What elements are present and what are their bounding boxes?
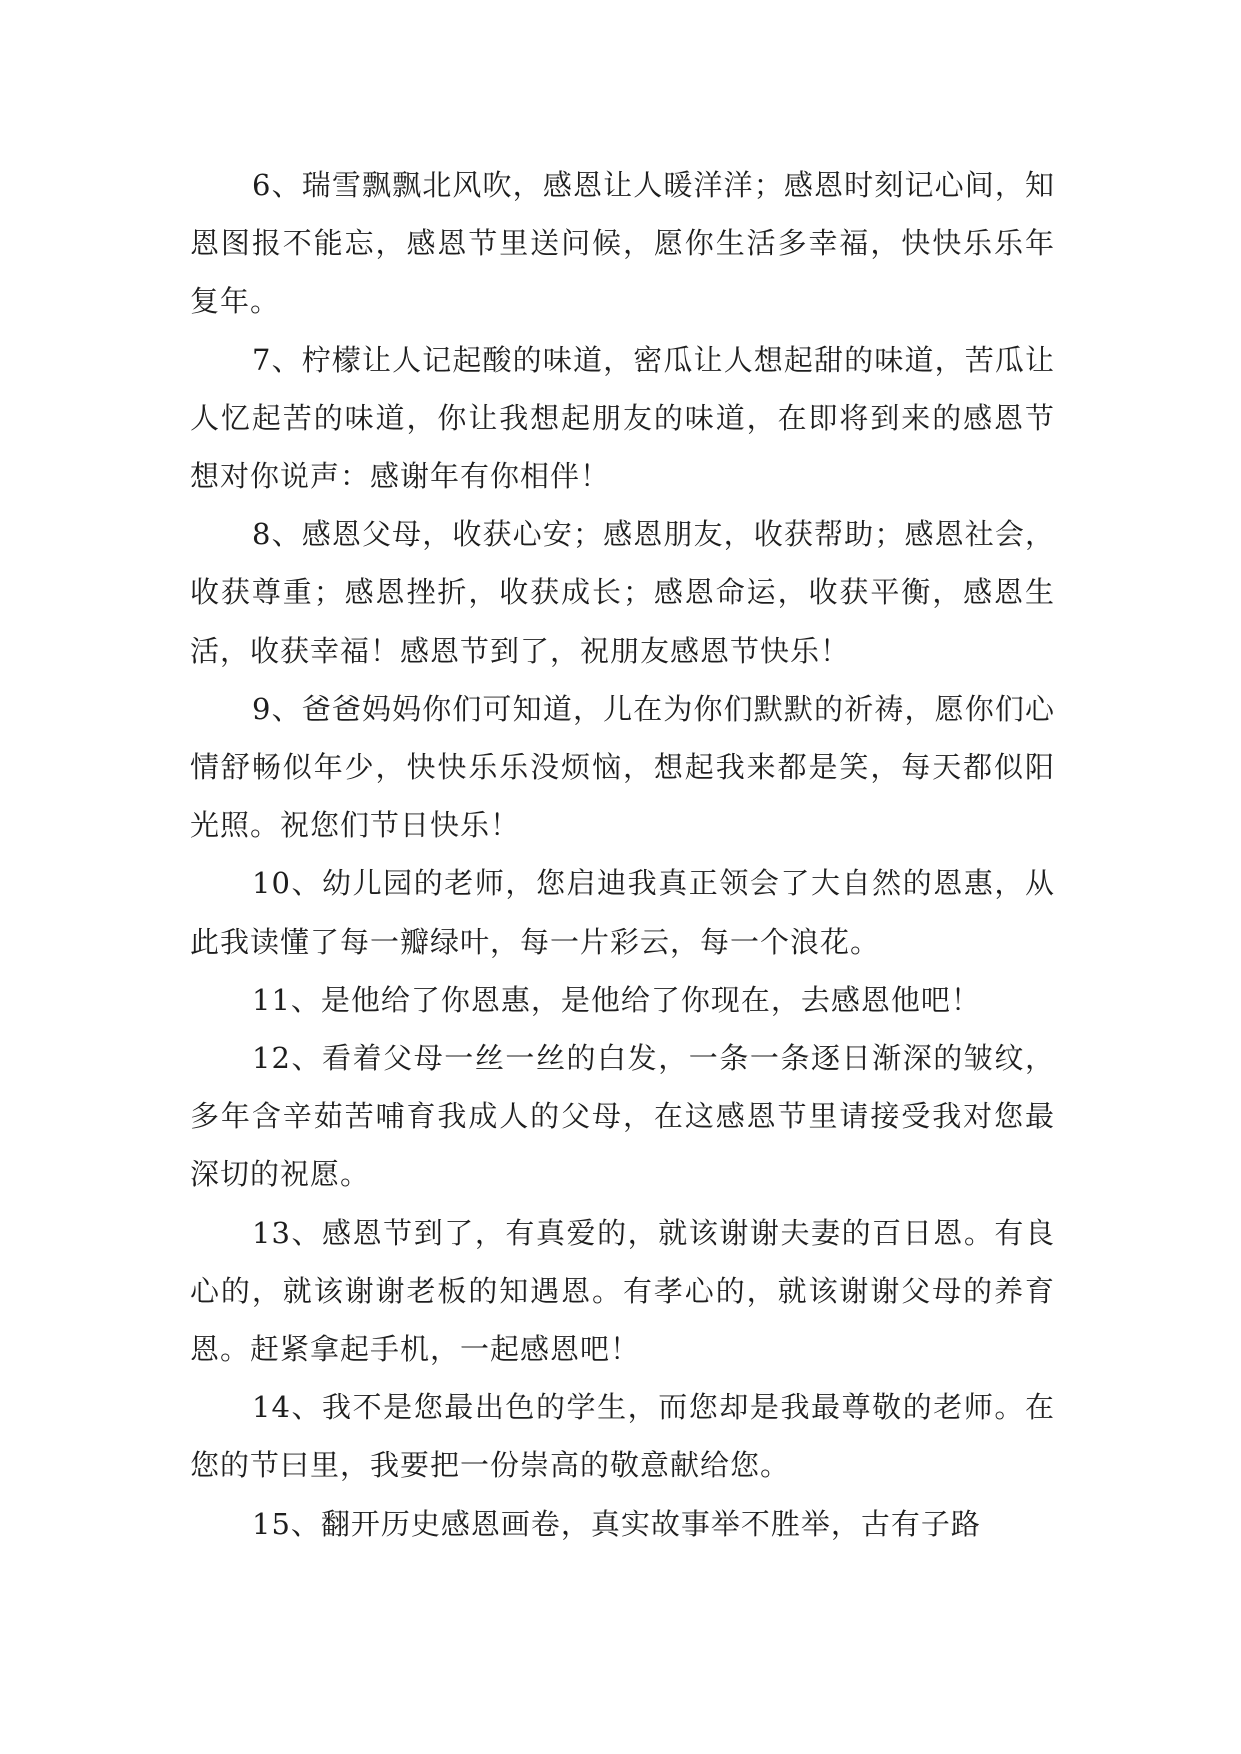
paragraph-14: 14、我不是您最出色的学生，而您却是我最尊敬的老师。在您的节曰里，我要把一份崇高的敬意献给您。 (190, 1390, 1055, 1483)
paragraph-13: 13、感恩节到了，有真爱的，就该谢谢夫妻的百日恩。有良心的，就该谢谢老板的知遇恩。有孝心的，就该谢谢父母的养育恩。赶紧拿起手机，一起感恩吧！ (190, 1215, 1055, 1367)
document-body (190, 156, 1055, 1553)
paragraph-7: 7、柠檬让人记起酸的味道，密瓜让人想起甜的味道，苦瓜让人忆起苦的味道，你让我想起朋友的味道，在即将到来的感恩节想对你说声：感谢年有你相伴！ (190, 342, 1055, 494)
paragraph-12: 12、看着父母一丝一丝的白发，一条一条逐日渐深的皱纹，多年含辛茹苦哺育我成人的父母，在这感恩节里请接受我对您最深切的祝愿。 (190, 1041, 1055, 1192)
paragraph-10: 10、幼儿园的老师，您启迪我真正领会了大自然的恩惠，从此我读懂了每一瓣绿叶，每一片彩云，每一个浪花。 (190, 866, 1055, 959)
paragraph-11: 11、是他给了你恩惠，是他给了你现在，去感恩他吧！ (252, 982, 981, 1017)
paragraph-8: 8、感恩父母，收获心安；感恩朋友，收获帮助；感恩社会，收获尊重；感恩挫折，收获成长；感恩命运，收获平衡，感恩生活，收获幸福！感恩节到了，祝朋友感恩节快乐！ (190, 517, 1055, 668)
paragraph-9: 9、爸爸妈妈你们可知道，儿在为你们默默的祈祷，愿你们心情舒畅似年少，快快乐乐没烦恼，想起我来都是笑，每天都似阳光照。祝您们节日快乐！ (190, 691, 1055, 843)
paragraph-6: 6、瑞雪飘飘北风吹，感恩让人暖洋洋；感恩时刻记心间，知恩图报不能忘，感恩节里送问候，愿你生活多幸福，快快乐乐年复年。 (190, 168, 1055, 319)
paragraph-15: 15、翻开历史感恩画卷，真实故事举不胜举，古有子路 (252, 1506, 981, 1541)
